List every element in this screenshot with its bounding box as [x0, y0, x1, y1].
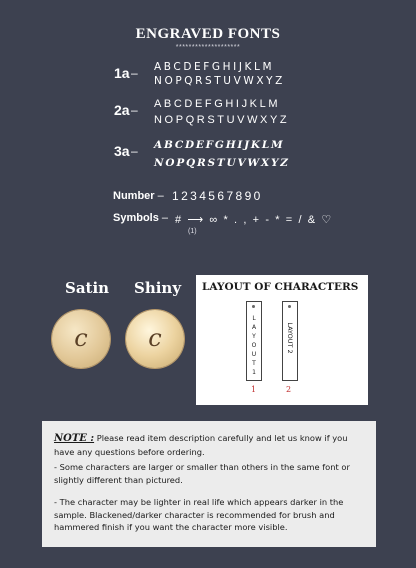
font-1a-row2: NOPQRSTUVWXYZ — [154, 75, 285, 87]
tag-hole-icon — [252, 305, 255, 308]
font-label-dash: – — [131, 144, 138, 158]
shiny-coin-sample — [126, 310, 184, 368]
symbols-value: # ⟶ ∞ * . , + - * = / & ♡ — [175, 214, 333, 226]
font-2a-row1: ABCDEFGHIJKLM — [154, 98, 281, 110]
layout-title: LAYOUT OF CHARACTERS — [202, 281, 359, 293]
note-line-1-text: Please read item description carefully and let us know if you have any questions before ordering. — [54, 433, 348, 457]
layout-1-char: A — [251, 324, 257, 331]
layout-1-char: T — [252, 360, 256, 367]
title-divider-stars: ******************** — [175, 44, 241, 51]
numbers-label-text: Number — [113, 190, 155, 202]
note-line-1 — [54, 432, 366, 458]
font-label-1a: 1a — [114, 65, 130, 81]
font-label-3a: 3a — [114, 143, 130, 159]
note-line-2: - Some characters are larger or smaller than others in the same font or slightly different than pictured. — [54, 462, 350, 485]
layout-1-text — [247, 314, 261, 377]
page-title: ENGRAVED FONTS — [135, 26, 281, 42]
symbols-label-text: Symbols — [113, 212, 159, 224]
font-label-dash: – — [131, 103, 138, 117]
layout-2-number: 2 — [286, 385, 292, 394]
layout-1-char: Y — [252, 333, 256, 340]
font-3a-row1: ABCDEFGHIJKLM — [154, 139, 285, 151]
layout-tag-rotated — [282, 301, 298, 381]
font-label-2a: 2a — [114, 102, 130, 118]
font-label-dash: – — [131, 66, 138, 80]
layout-2-text: LAYOUT 2 — [286, 322, 294, 354]
note-line-3: - The character may be lighter in real life which appears darker in the sample. Blackened/darker character is recommended for brush and hammered finish if you want the character more visible. — [54, 497, 344, 532]
finish-label-shiny: Shiny — [134, 279, 182, 297]
layout-panel — [196, 275, 368, 405]
note-box — [42, 421, 376, 547]
layout-1-char: 1 — [252, 369, 256, 376]
finish-label-satin: Satin — [65, 279, 110, 297]
font-1a-row1: ABCDEFGHIJKLM — [154, 61, 275, 73]
note-heading: NOTE : — [54, 433, 95, 444]
symbols-label — [113, 212, 168, 224]
numbers-dash: – — [157, 190, 164, 202]
satin-coin-letter: c — [74, 324, 88, 352]
layout-1-number: 1 — [251, 385, 257, 394]
font-2a-row2: NOPQRSTUVWXYZ — [154, 114, 290, 126]
numbers-label — [113, 190, 164, 202]
shiny-coin-letter: c — [148, 324, 162, 352]
layout-tag-vertical — [246, 301, 262, 381]
layout-1-char: O — [251, 342, 257, 349]
satin-coin-sample — [52, 310, 110, 368]
numbers-value: 1234567890 — [172, 189, 263, 203]
symbols-dash: – — [161, 212, 169, 224]
font-3a-row2: NOPQRSTUVWXYZ — [154, 157, 290, 169]
layout-1-char: L — [252, 315, 256, 322]
symbols-footnote: (1) — [188, 228, 197, 235]
layout-1-char: U — [251, 351, 257, 358]
